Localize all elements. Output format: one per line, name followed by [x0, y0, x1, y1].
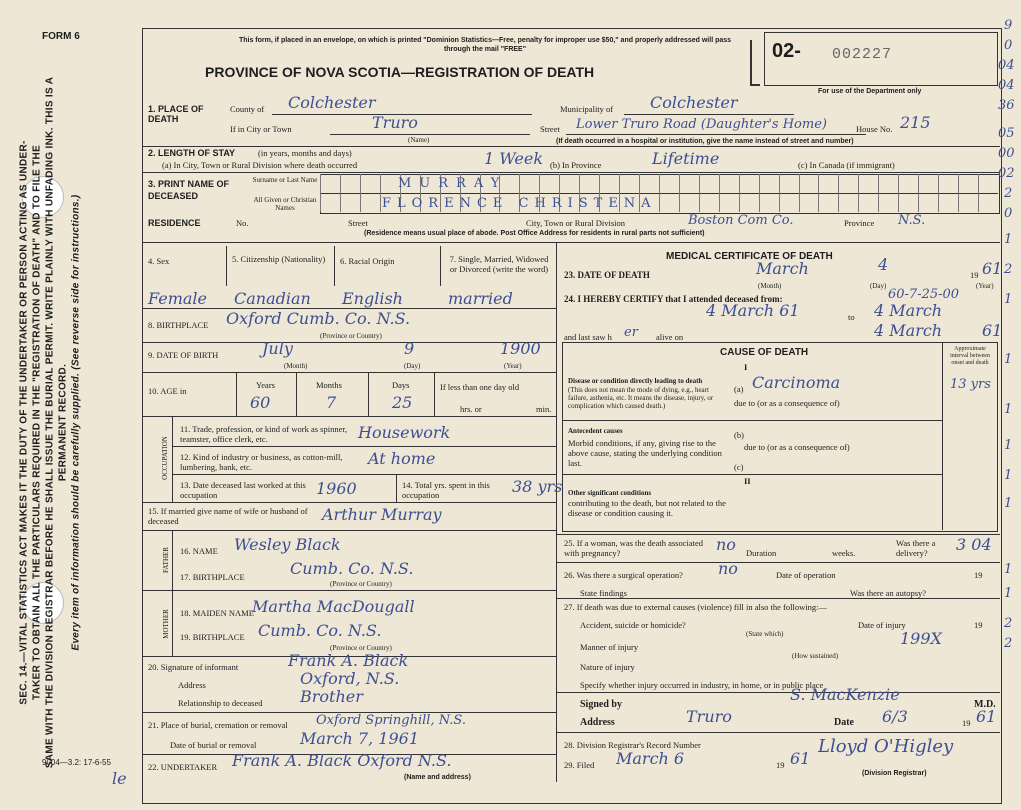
form-number: FORM 6	[42, 31, 80, 42]
mail-notice: This form, if placed in an envelope, on which is printed "Dominion Statistics—Free, penalty for improper use $50," and properly addressed will pass through the mail "FREE"	[238, 37, 732, 53]
alive-label: alive on	[656, 332, 684, 342]
edge-code-4: 04	[998, 78, 1015, 93]
q26-value: no	[718, 559, 738, 578]
house-label: House No.	[856, 124, 893, 134]
lastsaw-mid: er	[624, 325, 638, 340]
weeks-label: weeks.	[832, 548, 856, 558]
name-note: (Name)	[408, 136, 430, 144]
municipality-value: Colchester	[650, 93, 738, 112]
date-yr-prefix: 19	[962, 718, 971, 728]
father-name-label: 16. NAME	[180, 546, 218, 556]
medical-title: MEDICAL CERTIFICATE OF DEATH	[666, 251, 833, 262]
mother-birth-value: Cumb. Co. N.S.	[258, 621, 382, 640]
residence-city-label: City, Town or Rural Division	[526, 218, 626, 228]
nature-label: Nature of injury	[580, 662, 635, 672]
cause-b-label: (b)	[734, 430, 744, 440]
cause-a-label: (a)	[734, 384, 744, 394]
dob-year-note: (Year)	[504, 362, 522, 370]
antecedent-note: Morbid conditions, if any, giving rise to the above cause, stating the underlying condition last.	[568, 438, 722, 468]
mother-birth-label: 19. BIRTHPLACE	[180, 632, 245, 642]
other-note: contributing to the death, but not related to the disease or condition causing it.	[568, 498, 726, 518]
sidebar-text-1: SEC. 14.—VITAL STATISTICS ACT MAKES IT THE DUTY OF THE UNDERTAKER OR PERSON ACTING AS UNDER-	[18, 140, 30, 705]
street-value: Lower Truro Road (Daughter's Home)	[576, 117, 827, 132]
dod-month-note: (Month)	[758, 282, 782, 290]
sidebar-text-4: Every item of information should be carefully supplied. (See reverse side for instructions.)	[70, 194, 82, 651]
dod-label: 23. DATE OF DEATH	[564, 270, 650, 280]
dept-note: For use of the Department only	[818, 88, 922, 95]
edge-code-22: 2	[1004, 636, 1013, 651]
alive-value: 4 March	[874, 321, 943, 340]
reg-prefix: 02-	[772, 40, 801, 62]
filed-year: 61	[790, 749, 811, 768]
autopsy-label: Was there an autopsy?	[850, 588, 927, 598]
edge-code-15: 1	[1004, 402, 1013, 417]
marital-label: 7. Single, Married, Widowed or Divorced (write the word)	[449, 254, 549, 274]
stay-b-label: (b) In Province	[550, 160, 602, 170]
citizenship-label: 5. Citizenship (Nationality)	[232, 254, 326, 264]
certify-label: 24. I HEREBY CERTIFY that I attended deceased from:	[564, 294, 783, 304]
cause-a-interval: 13 yrs	[950, 377, 991, 392]
informant-sig-value: Frank A. Black	[288, 651, 409, 670]
father-name-value: Wesley Black	[234, 535, 341, 554]
delivery-label: Was there a delivery?	[896, 538, 936, 558]
birthplace-value: Oxford Cumb. Co. N.S.	[226, 309, 411, 328]
duration-label: Duration	[746, 548, 777, 558]
immediate-note: (This does not mean the mode of dying, e.g., heart failure, asthenia, etc. It means the disease, injury, or complication which caused death.)	[568, 386, 714, 410]
registrar-signature: Lloyd O'Higley	[818, 736, 954, 757]
dod-day: 4	[878, 255, 889, 274]
q25-value: no	[716, 535, 736, 554]
residence-city-value: Boston Com Co.	[688, 213, 794, 228]
birthplace-label: 8. BIRTHPLACE	[148, 320, 209, 330]
dob-month: July	[262, 339, 293, 358]
dob-label: 9. DATE OF BIRTH	[148, 350, 219, 360]
edge-code-18: 1	[1004, 496, 1013, 511]
father-birth-label: 17. BIRTHPLACE	[180, 572, 245, 582]
injury-date-yr: 19	[974, 620, 983, 630]
cause-c-label: (c)	[734, 462, 744, 472]
given-value: FLORENCE CHRISTENA	[382, 196, 657, 211]
to-label: to	[848, 312, 855, 322]
specify-label: Specify whether injury occurred in industry, in home, or in public place	[580, 680, 824, 690]
industry-value: At home	[368, 449, 436, 468]
father-birth-value: Cumb. Co. N.S.	[290, 559, 414, 578]
father-side-label: FATHER	[162, 547, 170, 573]
dob-day-note: (Day)	[404, 362, 421, 370]
occupation-side-label: OCCUPATION	[161, 436, 169, 480]
date-label: Date	[834, 717, 854, 728]
edge-code-7: 00	[998, 146, 1015, 161]
accident-label: Accident, suicide or homicide?	[580, 620, 686, 630]
less-than-day-label: If less than one day old	[440, 382, 520, 392]
spouse-value: Arthur Murray	[322, 505, 442, 524]
lastwork-label: 13. Date deceased last worked at this occupation	[180, 480, 306, 500]
county-value: Colchester	[288, 93, 376, 112]
injury-date-label: Date of injury	[858, 620, 906, 630]
burial-date-value: March 7, 1961	[300, 729, 419, 748]
interval-label: Approximate interval between onset and death	[950, 346, 990, 366]
edge-code-12: 2	[1004, 262, 1013, 277]
dob-day: 9	[404, 339, 415, 358]
days-label: Days	[392, 380, 410, 390]
q28-label: 28. Division Registrar's Record Number	[564, 740, 701, 750]
address-value: Truro	[686, 707, 732, 726]
mother-name-label: 18. MAIDEN NAME	[180, 608, 254, 618]
county-label: County of	[230, 104, 265, 114]
years-label: Years	[256, 380, 275, 390]
edge-code-21: 2	[1004, 616, 1013, 631]
mother-side-label: MOTHER	[162, 609, 170, 639]
edge-code-3: 04	[998, 58, 1015, 73]
undertaker-label: 22. UNDERTAKER	[148, 762, 218, 772]
form-code: 9004—3.2: 17-6-55	[42, 758, 111, 767]
origin-value: English	[342, 289, 403, 308]
trade-label: 11. Trade, profession, or kind of work as spinner, teamster, office clerk, etc.	[180, 424, 347, 444]
edge-code-19: 1	[1004, 562, 1013, 577]
q27-label: 27. If death was due to external causes (violence) fill in also the following:—	[564, 602, 827, 612]
mother-name-value: Martha MacDougall	[252, 597, 415, 616]
marital-value: married	[448, 289, 513, 308]
print-name-label: 3. PRINT NAME OF DECEASED	[148, 179, 230, 201]
stay-b-value: Lifetime	[652, 149, 720, 168]
registrar-note: (Division Registrar)	[862, 770, 927, 777]
city-value: Truro	[372, 113, 418, 132]
residence-label: RESIDENCE	[148, 218, 201, 228]
informant-sig-label: 20. Signature of informant	[148, 662, 239, 672]
form-title: PROVINCE OF NOVA SCOTIA—REGISTRATION OF DEATH	[205, 64, 595, 80]
origin-label: 6. Racial Origin	[340, 256, 395, 266]
total-years-value: 38 yrs	[512, 477, 563, 496]
undertaker-value: Frank A. Black Oxford N.S.	[232, 751, 452, 770]
certify-from-extra: 60-7-25-00	[888, 287, 960, 302]
date-year: 61	[976, 707, 997, 726]
due-to-b: due to (or as a consequence of)	[744, 442, 850, 452]
filed-yr-prefix: 19	[776, 760, 785, 770]
father-prov-note: (Province or Country)	[330, 580, 392, 588]
total-years-label: 14. Total yrs. spent in this occupation	[402, 480, 490, 500]
part-ii-label: II	[744, 476, 751, 486]
surname-label: Surname or Last Name	[252, 176, 318, 184]
residence-no-label: No.	[236, 218, 249, 228]
edge-code-6: 05	[998, 126, 1015, 141]
q26-label: 26. Was there a surgical operation?	[564, 570, 683, 580]
surname-value: MURRAY	[398, 176, 508, 191]
edge-code-9: 2	[1004, 186, 1013, 201]
op-date-yr: 19	[974, 570, 983, 580]
how-note: (How sustained)	[792, 652, 839, 660]
address-label: Address	[580, 717, 615, 728]
alive-year: 61	[982, 321, 1003, 340]
corner-mark: le	[112, 769, 127, 788]
manner-value: 199X	[900, 629, 942, 648]
edge-code-5: 36	[998, 98, 1015, 113]
edge-code-1: 9	[1004, 18, 1013, 33]
dod-day-note: (Day)	[870, 282, 887, 290]
md-label: M.D.	[974, 699, 996, 710]
spouse-label: 15. If married give name of wife or husband of deceased	[148, 506, 308, 526]
institution-note: (If death occurred in a hospital or institution, give the name instead of street and number)	[556, 138, 854, 145]
immediate-label: Disease or condition directly leading to death	[568, 377, 703, 385]
hrs-label: hrs. or	[460, 404, 482, 414]
manner-label: Manner of injury	[580, 642, 639, 652]
cause-a-value: Carcinoma	[752, 373, 841, 392]
delivery-value: 3 04	[956, 535, 992, 554]
edge-code-20: 1	[1004, 586, 1013, 601]
date-value: 6/3	[882, 707, 908, 726]
age-years: 60	[250, 393, 271, 412]
relationship-label: Relationship to deceased	[178, 698, 263, 708]
state-findings-label: State findings	[580, 588, 627, 598]
city-label: If in City or Town	[230, 124, 292, 134]
min-label: min.	[536, 404, 552, 414]
sex-value: Female	[148, 289, 207, 308]
stay-label: 2. LENGTH OF STAY	[148, 148, 236, 158]
given-label: All Given or Christian Names	[253, 196, 317, 212]
dod-year-note: (Year)	[976, 282, 994, 290]
reg-box-corner	[750, 40, 760, 86]
signed-label: Signed by	[580, 699, 622, 710]
industry-label: 12. Kind of industry or business, as cotton-mill, lumbering, bank, etc.	[180, 452, 343, 472]
dod-year-prefix: 19	[970, 270, 979, 280]
municipality-label: Municipality of	[560, 104, 614, 114]
dod-month: March	[756, 259, 809, 278]
undertaker-note: (Name and address)	[404, 774, 471, 781]
house-value: 215	[900, 113, 931, 132]
burial-date-label: Date of burial or removal	[170, 740, 257, 750]
edge-code-17: 1	[1004, 468, 1013, 483]
q29-label: 29. Filed	[564, 760, 595, 770]
age-label: 10. AGE in	[148, 386, 187, 396]
edge-code-13: 1	[1004, 292, 1013, 307]
edge-code-2: 0	[1004, 38, 1013, 53]
antecedent-label: Antecedent causes	[568, 427, 623, 435]
filed-value: March 6	[616, 749, 685, 768]
q25-label: 25. If a woman, was the death associated with pregnancy?	[564, 538, 704, 558]
sidebar-instructions	[18, 43, 83, 803]
residence-province-value: N.S.	[898, 213, 926, 228]
age-months: 7	[326, 393, 337, 412]
edge-code-11: 1	[1004, 232, 1013, 247]
lastsaw-label: and last saw h	[564, 332, 612, 342]
dob-year: 1900	[500, 339, 541, 358]
age-days: 25	[392, 393, 413, 412]
edge-code-10: 0	[1004, 206, 1013, 221]
street-label: Street	[540, 124, 560, 134]
burial-place-value: Oxford Springhill, N.S.	[316, 713, 466, 728]
certify-from: 4 March 61	[706, 301, 800, 320]
birthplace-note: (Province or Country)	[320, 332, 382, 340]
burial-place-label: 21. Place of burial, cremation or removal	[148, 720, 288, 730]
residence-note: (Residence means usual place of abode. Post Office Address for residents in rural parts not sufficient)	[364, 230, 705, 237]
stay-c-label: (c) In Canada (if immigrant)	[798, 160, 895, 170]
residence-province-label: Province	[844, 218, 875, 228]
state-which-note: (State which)	[746, 630, 784, 638]
dod-year: 61	[982, 259, 1003, 278]
place-label: 1. PLACE OF DEATH	[148, 104, 204, 124]
certify-to: 4 March	[874, 301, 943, 320]
stay-a-label: (a) In City, Town or Rural Division where death occurred	[162, 160, 358, 170]
sex-label: 4. Sex	[148, 256, 170, 266]
dob-month-note: (Month)	[284, 362, 308, 370]
due-to-a: due to (or as a consequence of)	[734, 398, 840, 408]
op-date-label: Date of operation	[776, 570, 836, 580]
reg-number: 002227	[832, 46, 893, 63]
months-label: Months	[316, 380, 342, 390]
sidebar-text-2: TAKER TO OBTAIN ALL THE PARTICULARS REQUIRED IN THE "REGISTRATION OF DEATH" AND TO FILE THE	[31, 144, 43, 701]
residence-street-label: Street	[348, 218, 368, 228]
cause-title: CAUSE OF DEATH	[720, 347, 809, 358]
signed-value: S. MacKenzie	[790, 685, 900, 704]
relationship-value: Brother	[300, 687, 363, 706]
stay-note: (in years, months and days)	[258, 148, 352, 158]
edge-code-8: 02	[998, 166, 1015, 181]
edge-code-16: 1	[1004, 438, 1013, 453]
other-label: Other significant conditions	[568, 489, 652, 497]
sidebar-text-3: SAME WITH THE DIVISION REGISTRAR BEFORE HE SHALL ISSUE THE BURIAL PERMIT. WRITE PLAINLY WITH UNFADING INK. THIS IS A PERMANENT RECORD.	[44, 76, 69, 769]
trade-value: Housework	[358, 423, 451, 442]
stay-a-value: 1 Week	[484, 149, 544, 168]
citizenship-value: Canadian	[234, 289, 311, 308]
part-i-label: I	[744, 362, 748, 372]
mother-prov-note: (Province or Country)	[330, 644, 392, 652]
informant-addr-value: Oxford, N.S.	[300, 669, 400, 688]
edge-code-14: 1	[1004, 352, 1013, 367]
informant-addr-label: Address	[178, 680, 206, 690]
lastwork-value: 1960	[316, 479, 357, 498]
